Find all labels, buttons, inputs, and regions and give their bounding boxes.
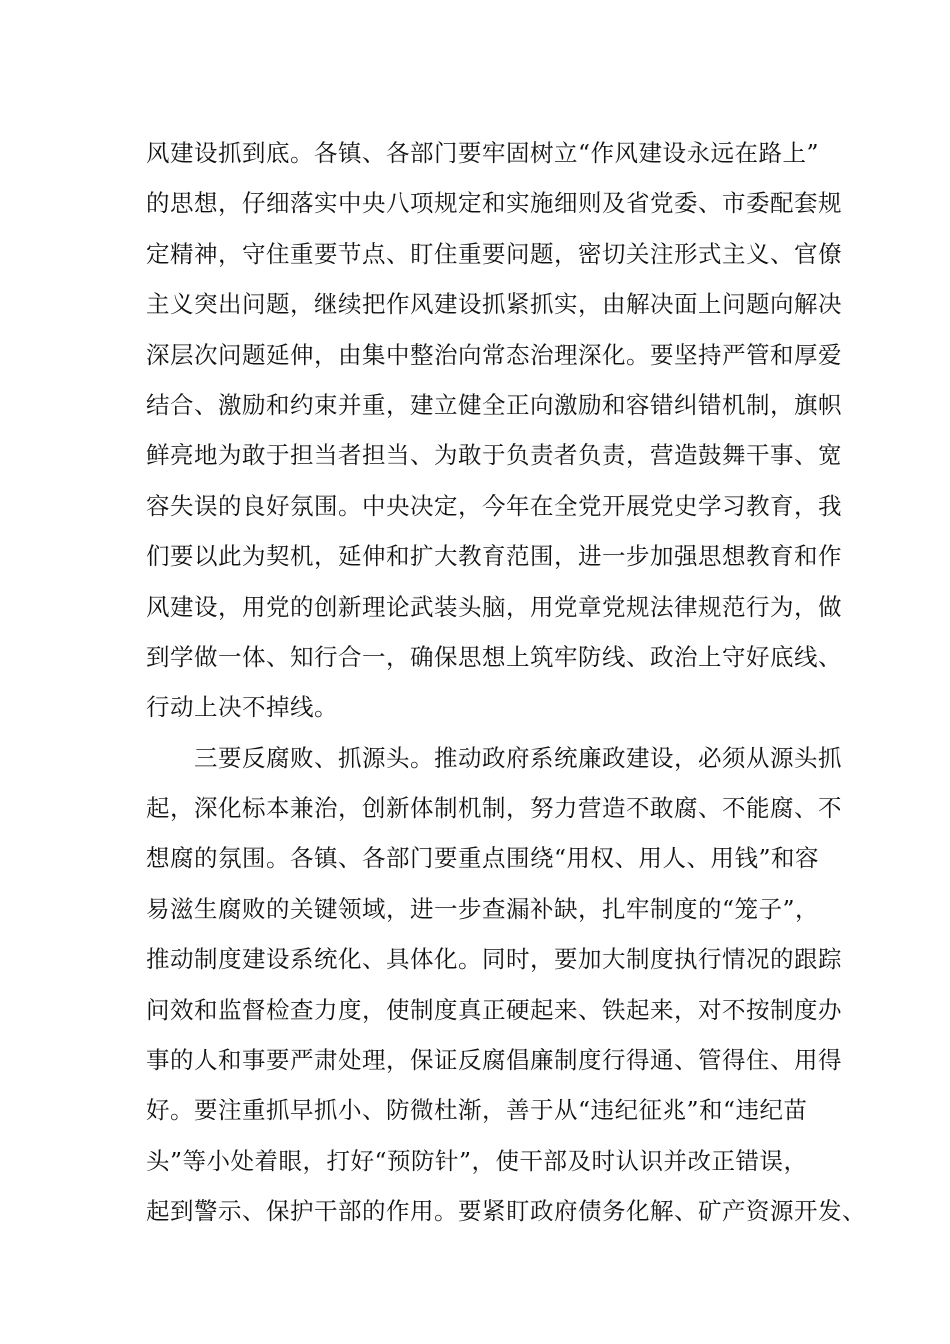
text-line: 风建设，用党的创新理论武装头脑，用党章党规法律规范行为，做 <box>146 592 842 621</box>
text-line: 的思想，仔细落实中央八项规定和实施细则及省党委、市委配套规 <box>146 189 842 218</box>
text-line: 主义突出问题，继续把作风建设抓紧抓实，由解决面上问题向解决 <box>146 290 842 319</box>
text-line: 行动上决不掉线。 <box>146 693 338 722</box>
text-line: 头”等小处着眼，打好“预防针”，使干部及时认识并改正错误， <box>146 1146 808 1175</box>
text-line: 推动制度建设系统化、具体化。同时，要加大制度执行情况的跟踪 <box>146 945 842 974</box>
text-line: 起到警示、保护干部的作用。要紧盯政府债务化解、矿产资源开发、 <box>146 1197 866 1226</box>
text-line: 结合、激励和约束并重，建立健全正向激励和容错纠错机制，旗帜 <box>146 390 842 419</box>
text-line: 们要以此为契机，延伸和扩大教育范围，进一步加强思想教育和作 <box>146 542 842 571</box>
text-line: 想腐的氛围。各镇、各部门要重点围绕“用权、用人、用钱”和容 <box>146 844 820 873</box>
paragraph-first-line: 三要反腐败、抓源头。推动政府系统廉政建设，必须从源头抓 <box>194 743 842 772</box>
text-line: 鲜亮地为敢于担当者担当、为敢于负责者负责，营造鼓舞干事、宽 <box>146 441 842 470</box>
text-line: 事的人和事要严肃处理，保证反腐倡廉制度行得通、管得住、用得 <box>146 1046 842 1075</box>
text-line: 问效和监督检查力度，使制度真正硬起来、铁起来，对不按制度办 <box>146 995 842 1024</box>
text-line: 风建设抓到底。各镇、各部门要牢固树立“作风建设永远在路上” <box>146 139 820 167</box>
text-line: 易滋生腐败的关键领域，进一步查漏补缺，扎牢制度的“笼子”， <box>146 894 820 923</box>
text-line: 深层次问题延伸，由集中整治向常态治理深化。要坚持严管和厚爱 <box>146 340 842 369</box>
text-line: 定精神，守住重要节点、盯住重要问题，密切关注形式主义、官僚 <box>146 239 842 268</box>
text-line: 到学做一体、知行合一，确保思想上筑牢防线、政治上守好底线、 <box>146 642 842 671</box>
document-body <box>146 128 866 1237</box>
text-line: 好。要注重抓早抓小、防微杜渐，善于从“违纪征兆”和“违纪苗 <box>146 1096 808 1125</box>
text-line: 起，深化标本兼治，创新体制机制，努力营造不敢腐、不能腐、不 <box>146 794 842 823</box>
text-line: 容失误的良好氛围。中央决定，今年在全党开展党史学习教育，我 <box>146 491 842 520</box>
